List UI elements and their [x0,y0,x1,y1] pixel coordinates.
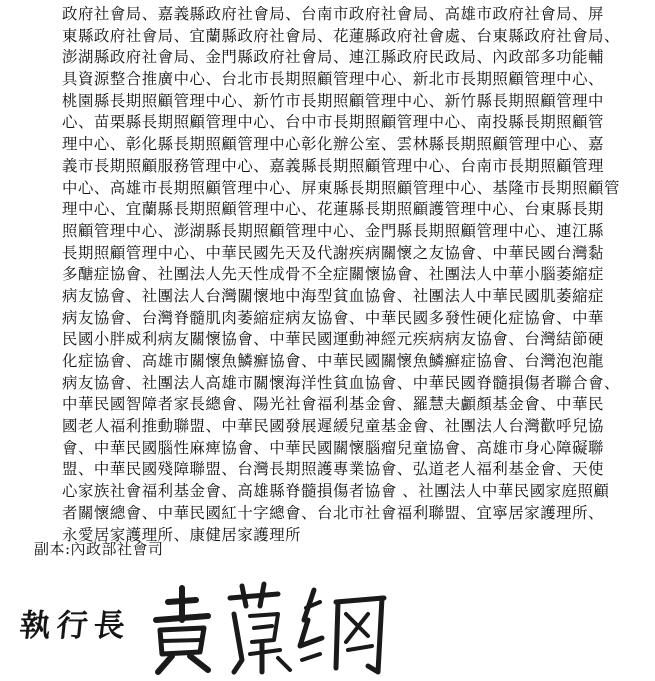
distribution-line: 民國小胖威利病友關懷協會、中華民國運動神經元疾病病友協會、台灣結節硬 [62,330,604,349]
distribution-line: 桃園縣長期照顧管理中心、新竹市長期照顧管理中心、新竹縣長期照顧管理中 [62,91,604,110]
distribution-line: 中華民國智障者家長總會、陽光社會福利基金會、羅慧夫顱顏基金會、中華民 [62,395,604,414]
distribution-line: 照顧管理中心、澎湖縣長期照顧管理中心、金門縣長期照顧管理中心、連江縣 [62,221,604,240]
distribution-line: 中心、高雄市長期照顧管理中心、屏東縣長期照顧管理中心、基隆市長期照顧管 [62,178,620,197]
distribution-line: 病友協會、社團法人台灣關懷地中海型貧血協會、社團法人中華民國肌萎縮症 [62,286,604,305]
distribution-line: 心、苗栗縣長期照顧管理中心、台中市長期照顧管理中心、南投縣長期照顧管 [62,113,604,132]
distribution-line: 國老人福利推動聯盟、中華民國發展遲緩兒童基金會、社團法人台灣歡呼兒協 [62,417,604,436]
handwritten-signature [138,580,398,681]
distribution-line: 政府社會局、嘉義縣政府社會局、台南市政府社會局、高雄市政府社會局、屏 [62,5,604,23]
cc-line: 副本:內政部社會司 [34,540,164,558]
distribution-line: 具資源整合推廣中心、台北市長期照顧管理中心、新北市長期照顧管理中心、 [62,70,604,89]
distribution-line: 會、中華民國腦性麻痺協會、中華民國關懷腦瘤兒童協會、高雄市身心障礙聯 [62,438,604,457]
distribution-list [62,4,622,546]
distribution-line: 理中心、彰化縣長期照顧管理中心彰化辦公室、雲林縣長期照顧管理中心、嘉 [62,135,604,154]
distribution-line: 心家族社會福利基金會、高雄縣脊髓損傷者協會 、社團法人中華民國家庭照顧 [62,482,610,501]
distribution-line: 病友協會、台灣脊髓肌肉萎縮症病友協會、中華民國多發性硬化症協會、中華 [62,308,604,327]
distribution-line: 澎湖縣政府社會局、金門縣政府社會局、連江縣政府民政局、內政部多功能輔 [62,48,604,67]
distribution-line: 者關懷總會、中華民國紅十字總會、台北市社會福利聯盟、宜寧居家護理所、 [62,503,604,522]
distribution-line: 義市長期照顧服務管理中心、嘉義縣長期照顧管理中心、台南市長期照顧管理 [62,156,604,175]
distribution-line: 多醣症協會、社團法人先天性成骨不全症關懷協會、社團法人中華小腦萎縮症 [62,265,604,284]
signatory-title: 執行長 [17,608,133,644]
distribution-line: 永愛居家護理所、康健居家護理所 [62,525,302,544]
distribution-line: 東縣政府社會局、宜蘭縣政府社會局、花蓮縣政府社會處、台東縣政府社會局、 [62,26,620,45]
distribution-line: 理中心、宜蘭縣長期照顧管理中心、花蓮縣長期照顧護管理中心、台東縣長期 [62,200,604,219]
distribution-line: 化症協會、高雄市關懷魚鱗癬協會、中華民國關懷魚鱗癬症協會、台灣泡泡龍 [62,352,604,370]
bleed-through-text [80,562,183,581]
distribution-line: 長期照顧管理中心、中華民國先天及代謝疾病關懷之友協會、中華民國台灣黏 [62,243,604,262]
signature-block [0,580,655,681]
distribution-line: 盟、中華民國殘障聯盟、台灣長期照護專業協會、弘道老人福利基金會、天使 [62,460,604,479]
distribution-line: 病友協會、社團法人高雄市關懷海洋性貧血協會、中華民國脊髓損傷者聯合會、 [62,373,620,392]
